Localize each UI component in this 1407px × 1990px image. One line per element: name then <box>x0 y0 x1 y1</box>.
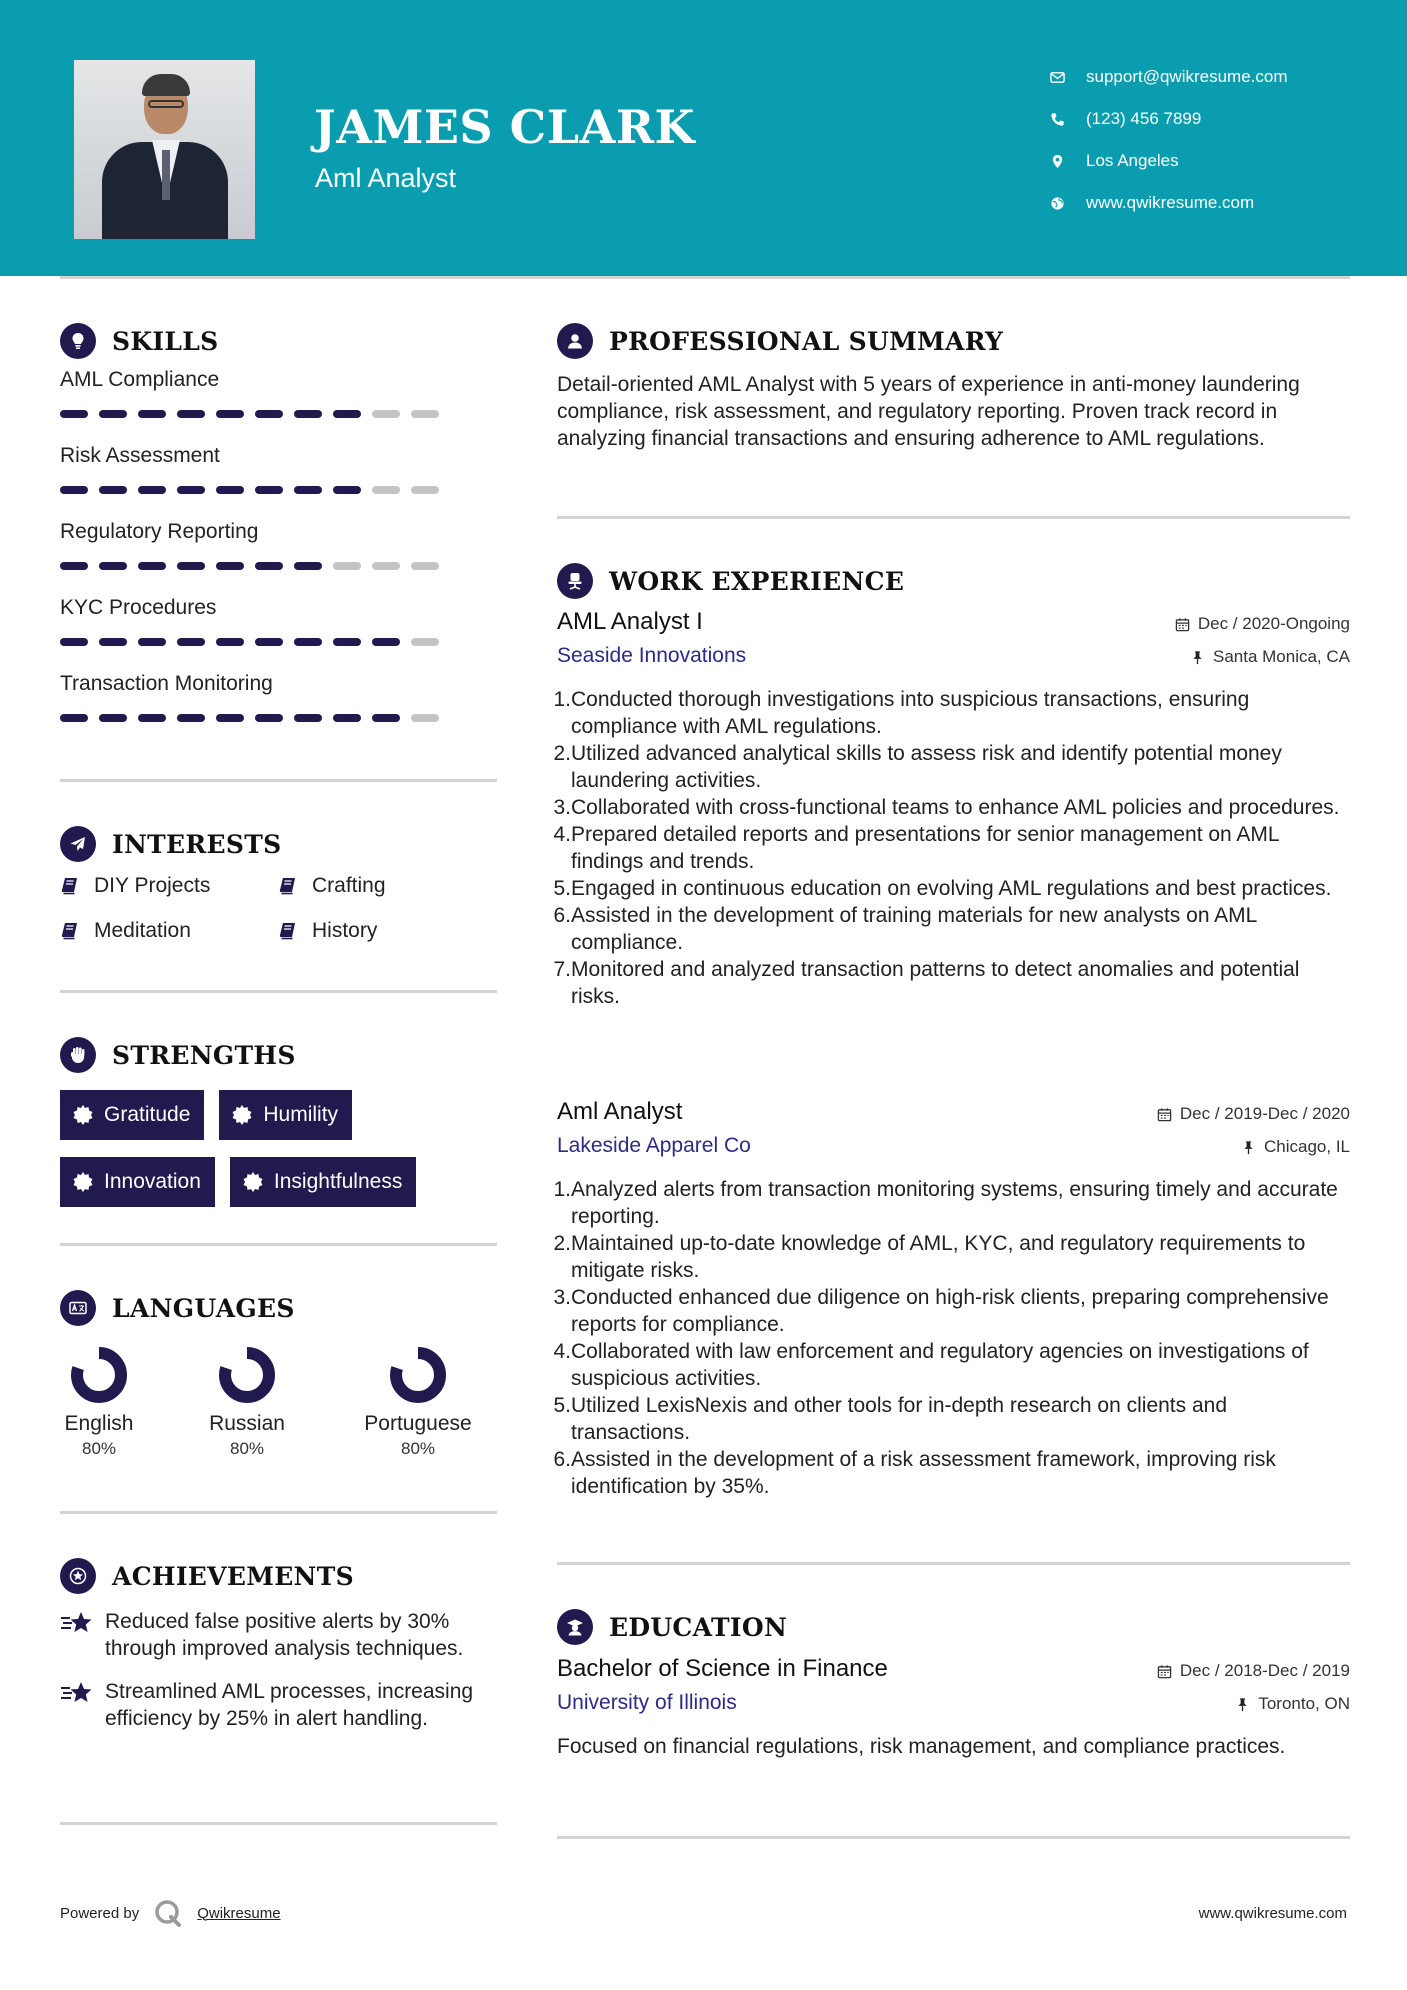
skill-dot-filled <box>294 638 322 646</box>
skill-item <box>60 520 460 596</box>
skill-dot-filled <box>255 638 283 646</box>
lightbulb-icon <box>60 323 96 359</box>
fist-icon <box>60 1037 96 1073</box>
book-icon <box>278 876 312 896</box>
interests-list <box>60 872 480 944</box>
achievements-heading <box>60 1558 354 1594</box>
header-divider <box>60 276 1350 279</box>
skill-dot-filled <box>138 714 166 722</box>
skill-label: AML Compliance <box>60 368 220 391</box>
pushpin-icon <box>1190 650 1205 665</box>
skills-heading <box>60 323 219 359</box>
interest-item <box>278 917 478 944</box>
section-divider <box>60 1822 497 1825</box>
summary-title: PROFESSIONAL SUMMARY <box>609 326 1004 356</box>
resume-header <box>0 0 1407 276</box>
contact-website-text: www.qwikresume.com <box>1086 193 1255 212</box>
contact-list <box>1050 56 1380 224</box>
education-location <box>1235 1694 1350 1714</box>
book-icon <box>278 921 312 941</box>
skill-dot-filled <box>216 562 244 570</box>
job-date <box>1175 614 1350 634</box>
badge-star-icon <box>72 1171 104 1193</box>
skill-dot-filled <box>177 638 205 646</box>
interest-label: History <box>312 918 378 942</box>
interest-item <box>278 872 478 899</box>
graduate-icon <box>557 1609 593 1645</box>
job-location <box>1190 647 1350 667</box>
skill-item <box>60 368 460 444</box>
section-divider <box>60 990 497 993</box>
skill-rating-bar <box>60 486 460 494</box>
education-title: EDUCATION <box>609 1612 788 1642</box>
skill-dot-filled <box>99 714 127 722</box>
section-divider <box>557 1836 1350 1839</box>
language-percent: 80% <box>81 1439 117 1458</box>
strength-chip <box>230 1157 416 1207</box>
contact-email[interactable] <box>1050 56 1380 98</box>
skill-dot-filled <box>138 638 166 646</box>
experience-heading <box>557 563 904 599</box>
shooting-star-icon <box>60 1608 105 1662</box>
pushpin-icon <box>1241 1140 1256 1155</box>
qwikresume-logo-icon <box>153 1898 183 1928</box>
strength-label: Innovation <box>104 1170 201 1193</box>
achievement-text: Reduced false positive alerts by 30% through improved analysis techniques. <box>105 1610 464 1660</box>
skill-dot-filled <box>294 410 322 418</box>
contact-location <box>1050 140 1380 182</box>
language-item <box>60 1344 138 1459</box>
skill-dot-empty <box>411 486 439 494</box>
list-item: 2. Maintained up-to-date knowledge of AML, KYC, and regulatory requirements to mitigate risks. <box>553 1232 1306 1282</box>
interests-heading <box>60 826 281 862</box>
skill-label: Transaction Monitoring <box>60 672 273 695</box>
achievement-text: Streamlined AML processes, increasing efficiency by 25% in alert handling. <box>105 1680 474 1730</box>
job-bullets <box>553 686 1350 1010</box>
education-entry <box>557 1655 1350 1760</box>
experience-title: WORK EXPERIENCE <box>609 566 905 596</box>
skill-dot-filled <box>138 410 166 418</box>
skill-dot-empty <box>333 562 361 570</box>
skill-dot-empty <box>411 714 439 722</box>
language-item <box>356 1344 480 1459</box>
skill-label: Risk Assessment <box>60 444 220 467</box>
list-item: 5. Engaged in continuous education on evolving AML regulations and best practices. <box>553 877 1332 900</box>
list-item: 4. Collaborated with law enforcement and regulatory agencies on investigations of suspicious activities. <box>553 1340 1309 1390</box>
interest-label: DIY Projects <box>94 873 211 897</box>
language-name: Portuguese <box>364 1412 472 1435</box>
strength-row <box>60 1157 500 1207</box>
language-proficiency-ring <box>68 1344 130 1406</box>
interest-item <box>60 917 278 944</box>
list-item: 4. Prepared detailed reports and presentations for senior management on AML findings and trends. <box>553 823 1279 873</box>
job-location-text: Santa Monica, CA <box>1212 647 1350 666</box>
skill-dot-filled <box>294 486 322 494</box>
calendar-icon <box>1175 617 1190 632</box>
education-location-text: Toronto, ON <box>1258 1694 1350 1713</box>
skill-dot-empty <box>372 562 400 570</box>
skill-dot-filled <box>99 410 127 418</box>
list-item: 6. Assisted in the development of a risk assessment framework, improving risk identification by 35%. <box>553 1448 1276 1498</box>
section-divider <box>557 516 1350 519</box>
skills-list <box>60 368 460 748</box>
language-proficiency-ring <box>387 1344 449 1406</box>
contact-location-text: Los Angeles <box>1086 151 1179 170</box>
language-name: Russian <box>209 1412 285 1435</box>
job-company: Seaside Innovations <box>557 644 747 667</box>
interest-label: Meditation <box>94 918 191 942</box>
skill-item <box>60 444 460 520</box>
contact-website[interactable] <box>1050 182 1380 224</box>
skill-dot-filled <box>60 714 88 722</box>
list-item: 3. Conducted enhanced due diligence on high-risk clients, preparing comprehensive reports for compliance. <box>553 1286 1329 1336</box>
calendar-icon <box>1157 1107 1172 1122</box>
skill-dot-empty <box>411 562 439 570</box>
office-chair-icon <box>557 563 593 599</box>
skill-dot-filled <box>255 486 283 494</box>
globe-icon <box>1050 196 1086 211</box>
job-date-text: Dec / 2019-Dec / 2020 <box>1179 1104 1350 1123</box>
paper-plane-icon <box>60 826 96 862</box>
list-item: 1. Analyzed alerts from transaction monitoring systems, ensuring timely and accurate reporting. <box>553 1178 1338 1228</box>
education-date-text: Dec / 2018-Dec / 2019 <box>1179 1661 1350 1680</box>
contact-phone-text: (123) 456 7899 <box>1086 109 1202 128</box>
skill-dot-filled <box>60 638 88 646</box>
star-medal-icon <box>60 1558 96 1594</box>
achievements-list <box>60 1608 500 1748</box>
skill-dot-empty <box>372 486 400 494</box>
skill-dot-filled <box>99 638 127 646</box>
skill-dot-filled <box>138 562 166 570</box>
degree-title: Bachelor of Science in Finance <box>557 1655 888 1682</box>
strength-label: Humility <box>263 1103 339 1126</box>
interests-title: INTERESTS <box>112 829 282 859</box>
badge-star-icon <box>242 1171 274 1193</box>
badge-star-icon <box>72 1104 104 1126</box>
skill-dot-filled <box>255 562 283 570</box>
skill-dot-empty <box>411 410 439 418</box>
phone-icon <box>1050 112 1086 127</box>
education-heading <box>557 1609 787 1645</box>
job-company: Lakeside Apparel Co <box>557 1134 751 1157</box>
strength-label: Gratitude <box>104 1103 191 1126</box>
strengths-list <box>60 1090 500 1224</box>
skill-rating-bar <box>60 410 460 418</box>
skill-dot-filled <box>177 486 205 494</box>
languages-heading <box>60 1290 295 1326</box>
skill-dot-filled <box>333 486 361 494</box>
job-location <box>1241 1137 1350 1157</box>
footer-website[interactable]: www.qwikresume.com <box>1198 1905 1347 1922</box>
skill-dot-filled <box>177 562 205 570</box>
strength-row <box>60 1090 500 1140</box>
skill-dot-filled <box>255 714 283 722</box>
skill-dot-filled <box>372 638 400 646</box>
skill-dot-filled <box>294 714 322 722</box>
skill-label: Regulatory Reporting <box>60 520 259 543</box>
language-percent: 80% <box>229 1439 265 1458</box>
skill-label: KYC Procedures <box>60 596 217 619</box>
strength-label: Insightfulness <box>273 1170 403 1193</box>
achievements-title: ACHIEVEMENTS <box>112 1561 354 1591</box>
list-item: 6. Assisted in the development of training materials for new analysts on AML compliance. <box>553 904 1257 954</box>
shooting-star-icon <box>60 1678 105 1732</box>
achievement-item <box>60 1678 500 1732</box>
language-item <box>208 1344 286 1459</box>
skill-dot-filled <box>138 486 166 494</box>
strengths-heading <box>60 1037 296 1073</box>
skills-title: SKILLS <box>112 326 219 356</box>
book-icon <box>60 876 94 896</box>
language-percent: 80% <box>400 1439 436 1458</box>
badge-star-icon <box>231 1104 263 1126</box>
skill-dot-filled <box>177 714 205 722</box>
skill-dot-filled <box>177 410 205 418</box>
envelope-icon <box>1050 70 1086 85</box>
school-name: University of Illinois <box>557 1691 737 1714</box>
list-item: 7. Monitored and analyzed transaction patterns to detect anomalies and potential risks. <box>553 958 1300 1008</box>
list-item: 5. Utilized LexisNexis and other tools for in-depth research on clients and transactions. <box>553 1394 1228 1444</box>
skill-dot-filled <box>333 410 361 418</box>
job-entry <box>553 608 1350 1010</box>
skill-dot-filled <box>99 486 127 494</box>
summary-heading <box>557 323 1003 359</box>
pushpin-icon <box>1235 1697 1250 1712</box>
strength-chip <box>60 1090 204 1140</box>
skill-dot-filled <box>60 486 88 494</box>
skill-dot-empty <box>411 638 439 646</box>
skill-dot-filled <box>216 638 244 646</box>
skill-dot-filled <box>60 410 88 418</box>
calendar-icon <box>1157 1664 1172 1679</box>
skill-dot-filled <box>99 562 127 570</box>
skill-item <box>60 672 460 748</box>
skill-item <box>60 596 460 672</box>
skill-dot-empty <box>372 410 400 418</box>
strength-chip <box>219 1090 352 1140</box>
section-divider <box>557 1562 1350 1565</box>
strength-chip <box>60 1157 215 1207</box>
interest-label: Crafting <box>312 873 386 897</box>
interest-item <box>60 872 278 899</box>
contact-email-text: support@qwikresume.com <box>1086 67 1288 86</box>
list-item: 2. Utilized advanced analytical skills to assess risk and identify potential money laundering activities. <box>553 742 1282 792</box>
profile-photo <box>74 60 255 239</box>
book-icon <box>60 921 94 941</box>
section-divider <box>60 779 497 782</box>
skill-dot-filled <box>255 410 283 418</box>
skill-dot-filled <box>372 714 400 722</box>
skill-dot-filled <box>333 638 361 646</box>
achievement-item <box>60 1608 500 1662</box>
strengths-title: STRENGTHS <box>112 1040 296 1070</box>
skill-dot-filled <box>333 714 361 722</box>
section-divider <box>60 1243 497 1246</box>
job-title: Aml Analyst <box>557 1098 683 1125</box>
job-date-text: Dec / 2020-Ongoing <box>1197 614 1350 633</box>
skill-rating-bar <box>60 562 460 570</box>
education-date <box>1157 1661 1350 1681</box>
powered-by-text: Powered by <box>60 1904 140 1922</box>
translate-icon <box>60 1290 96 1326</box>
job-location-text: Chicago, IL <box>1264 1137 1350 1156</box>
languages-list <box>60 1344 524 1459</box>
skill-dot-filled <box>60 562 88 570</box>
job-entry <box>553 1098 1350 1500</box>
skill-rating-bar <box>60 714 460 722</box>
language-name: English <box>64 1412 134 1435</box>
candidate-name: JAMES CLARK <box>314 100 696 154</box>
languages-title: LANGUAGES <box>112 1293 295 1323</box>
section-divider <box>60 1511 497 1514</box>
location-pin-icon <box>1050 154 1086 169</box>
footer-powered-by <box>60 1898 281 1928</box>
qwikresume-link[interactable]: Qwikresume <box>197 1904 281 1922</box>
list-item: 3. Collaborated with cross-functional teams to enhance AML policies and procedures. <box>553 796 1340 819</box>
candidate-role: Aml Analyst <box>315 163 457 193</box>
language-proficiency-ring <box>216 1344 278 1406</box>
list-item: 1. Conducted thorough investigations into suspicious transactions, ensuring compliance with AML regulations. <box>553 688 1250 738</box>
skill-dot-filled <box>294 562 322 570</box>
job-bullets <box>553 1176 1350 1500</box>
skill-dot-filled <box>216 486 244 494</box>
skill-dot-filled <box>216 714 244 722</box>
skill-dot-filled <box>216 410 244 418</box>
user-icon <box>557 323 593 359</box>
job-title: AML Analyst I <box>557 608 703 635</box>
job-date <box>1157 1104 1350 1124</box>
summary-text: Detail-oriented AML Analyst with 5 years of experience in anti-money laundering compliance, risk assessment, and regulatory reporting. Proven track record in analyzing financial transactions and ensuring adherence to AML regulations. <box>557 373 1300 450</box>
education-description: Focused on financial regulations, risk management, and compliance practices. <box>557 1735 1286 1758</box>
skill-rating-bar <box>60 638 460 646</box>
contact-phone[interactable] <box>1050 98 1380 140</box>
